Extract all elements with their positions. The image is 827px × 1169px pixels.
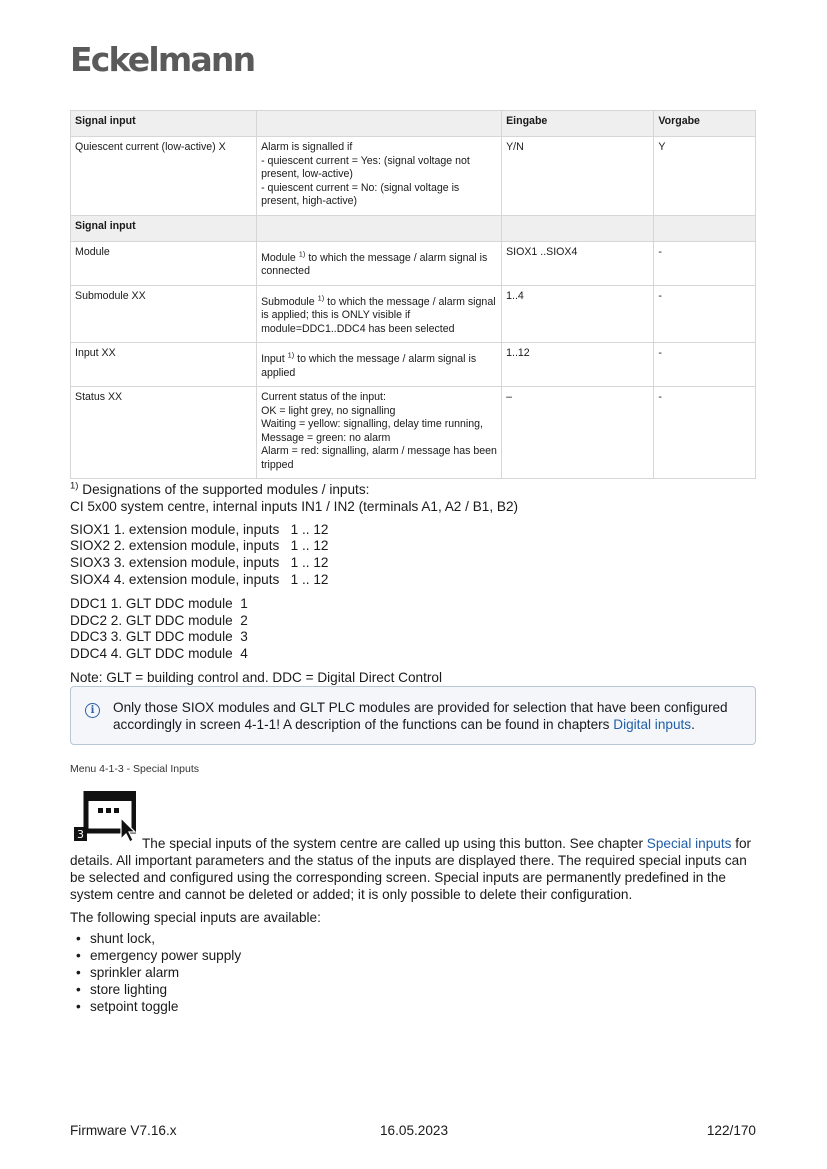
ddc-line: DDC3 3. GLT DDC module 3 xyxy=(70,629,248,645)
footer-page-number: 122/170 xyxy=(706,1123,756,1138)
param-description xyxy=(257,343,502,387)
param-description xyxy=(257,241,502,285)
menu-caption: Menu 4-1-3 - Special Inputs xyxy=(70,763,199,775)
table-header-row xyxy=(71,215,756,241)
desc-line: Alarm is signalled if xyxy=(261,141,353,153)
param-input: 1..12 xyxy=(502,343,654,387)
header-cell: Signal input xyxy=(71,215,257,241)
desc-text: to which the message / alarm signal is applied xyxy=(261,353,477,379)
siox-list xyxy=(70,522,756,589)
siox-line: SIOX1 1. extension module, inputs 1 .. 12 xyxy=(70,521,329,537)
param-input: SIOX1 ..SIOX4 xyxy=(502,241,654,285)
ddc-line: DDC4 4. GLT DDC module 4 xyxy=(70,646,248,662)
list-item: • shunt lock, xyxy=(90,930,758,947)
param-input: 1..4 xyxy=(502,285,654,343)
eckelmann-logo: Eckelmann xyxy=(70,40,255,79)
info-body: Only those SIOX modules and GLT PLC modules are provided for selection that have been configured accordingly in screen 4-1-1! A description of the functions can be found in chapters xyxy=(113,700,728,732)
icon-badge-text: 3 xyxy=(77,828,84,841)
description-part1: The special inputs of the system centre are called up using this button. See chapter xyxy=(142,836,647,851)
table-row xyxy=(71,137,756,216)
table-header-row xyxy=(71,111,756,137)
param-description xyxy=(257,285,502,343)
header-cell: Vorgabe xyxy=(654,111,756,137)
footnote-section xyxy=(70,482,756,693)
table-row xyxy=(71,387,756,479)
table-row xyxy=(71,285,756,343)
header-cell xyxy=(257,215,502,241)
ddc-line: DDC1 1. GLT DDC module 1 xyxy=(70,595,248,611)
footnote-title-text: Designations of the supported modules / inputs: xyxy=(78,482,370,497)
special-inputs-link[interactable]: Special inputs xyxy=(646,836,732,851)
list-item: • sprinkler alarm xyxy=(90,964,758,981)
param-input: – xyxy=(502,387,654,479)
header-cell xyxy=(654,215,756,241)
siox-line: SIOX4 4. extension module, inputs 1 .. 12 xyxy=(70,571,329,587)
header-cell xyxy=(257,111,502,137)
ddc-list xyxy=(70,596,756,663)
footer-firmware: Firmware V7.16.x xyxy=(70,1123,177,1138)
param-name: Quiescent current (low-active) X xyxy=(71,137,257,216)
desc-text: to which the message / alarm signal is connected xyxy=(261,251,488,277)
desc-text: Submodule xyxy=(261,295,318,308)
ci-line: CI 5x00 system centre, internal inputs IN1 / IN2 (terminals A1, A2 / B1, B2) xyxy=(70,498,519,514)
table-row xyxy=(71,241,756,285)
parameter-table xyxy=(70,110,756,479)
desc-line: - quiescent current = No: (signal voltage is present, high-active) xyxy=(261,181,460,207)
param-name: Status XX xyxy=(71,387,257,479)
description-paragraph xyxy=(70,835,758,903)
list-item: • setpoint toggle xyxy=(90,998,758,1015)
footnote-ref: 1) xyxy=(317,292,325,302)
desc-line: Alarm = red: signalling, alarm / message has been tripped xyxy=(261,445,497,471)
footer-date: 16.05.2023 xyxy=(380,1123,449,1138)
param-description xyxy=(257,387,502,479)
header-cell: Signal input xyxy=(71,111,257,137)
desc-line: Current status of the input: xyxy=(261,391,386,403)
footnote-ref: 1) xyxy=(298,248,306,258)
info-icon: i xyxy=(85,703,100,718)
siox-line: SIOX3 3. extension module, inputs 1 .. 12 xyxy=(70,555,329,571)
table-row xyxy=(71,343,756,387)
info-tail: . xyxy=(691,717,695,732)
param-description xyxy=(257,137,502,216)
header-cell: Eingabe xyxy=(502,111,654,137)
info-text xyxy=(113,699,743,733)
desc-text: to which the message / alarm signal is applied; this is ONLY visible if module=DDC1..DDC4 has been selected xyxy=(261,295,496,335)
desc-line: Message = green: no alarm xyxy=(261,431,391,444)
param-name: Submodule XX xyxy=(71,285,257,343)
list-item: • emergency power supply xyxy=(90,947,758,964)
param-default: - xyxy=(654,241,756,285)
description-section xyxy=(70,835,758,1015)
desc-line: OK = light grey, no signalling xyxy=(261,404,396,417)
desc-line: Waiting = yellow: signalling, delay time running, xyxy=(261,418,483,430)
glt-note: Note: GLT = building control and. DDC = Digital Direct Control xyxy=(70,669,442,685)
icon-dot xyxy=(114,808,119,813)
param-default: - xyxy=(654,285,756,343)
desc-text: Input xyxy=(261,353,288,365)
desc-text: Module xyxy=(261,251,299,264)
header-cell xyxy=(502,215,654,241)
footnote-ref: 1) xyxy=(287,350,295,360)
icon-dot xyxy=(106,808,111,813)
info-box xyxy=(70,686,756,745)
desc-line: - quiescent current = Yes: (signal voltage not present, low-active) xyxy=(261,154,470,180)
footnote-title xyxy=(70,482,756,516)
param-name: Input XX xyxy=(71,343,257,387)
list-intro: The following special inputs are available: xyxy=(70,910,321,925)
siox-line: SIOX2 2. extension module, inputs 1 .. 12 xyxy=(70,538,329,554)
ddc-line: DDC2 2. GLT DDC module 2 xyxy=(70,612,248,628)
param-default: - xyxy=(654,387,756,479)
param-input: Y/N xyxy=(502,137,654,216)
param-default: Y xyxy=(654,137,756,216)
description-part2: for details. All important parameters and the status of the inputs are displayed there. The required special inputs can be selected and configured using the corresponding screen. Special inputs are permanently predefined in the system centre and cannot be deleted or added; it is only possible to delete their configuration. xyxy=(70,836,752,902)
special-inputs-list xyxy=(70,930,758,1015)
param-default: - xyxy=(654,343,756,387)
footnote-mark: 1) xyxy=(70,480,79,492)
list-item: • store lighting xyxy=(90,981,758,998)
icon-titlebar xyxy=(86,793,134,801)
icon-dot xyxy=(98,808,103,813)
digital-inputs-link[interactable]: Digital inputs xyxy=(613,717,692,732)
param-name: Module xyxy=(71,241,257,285)
